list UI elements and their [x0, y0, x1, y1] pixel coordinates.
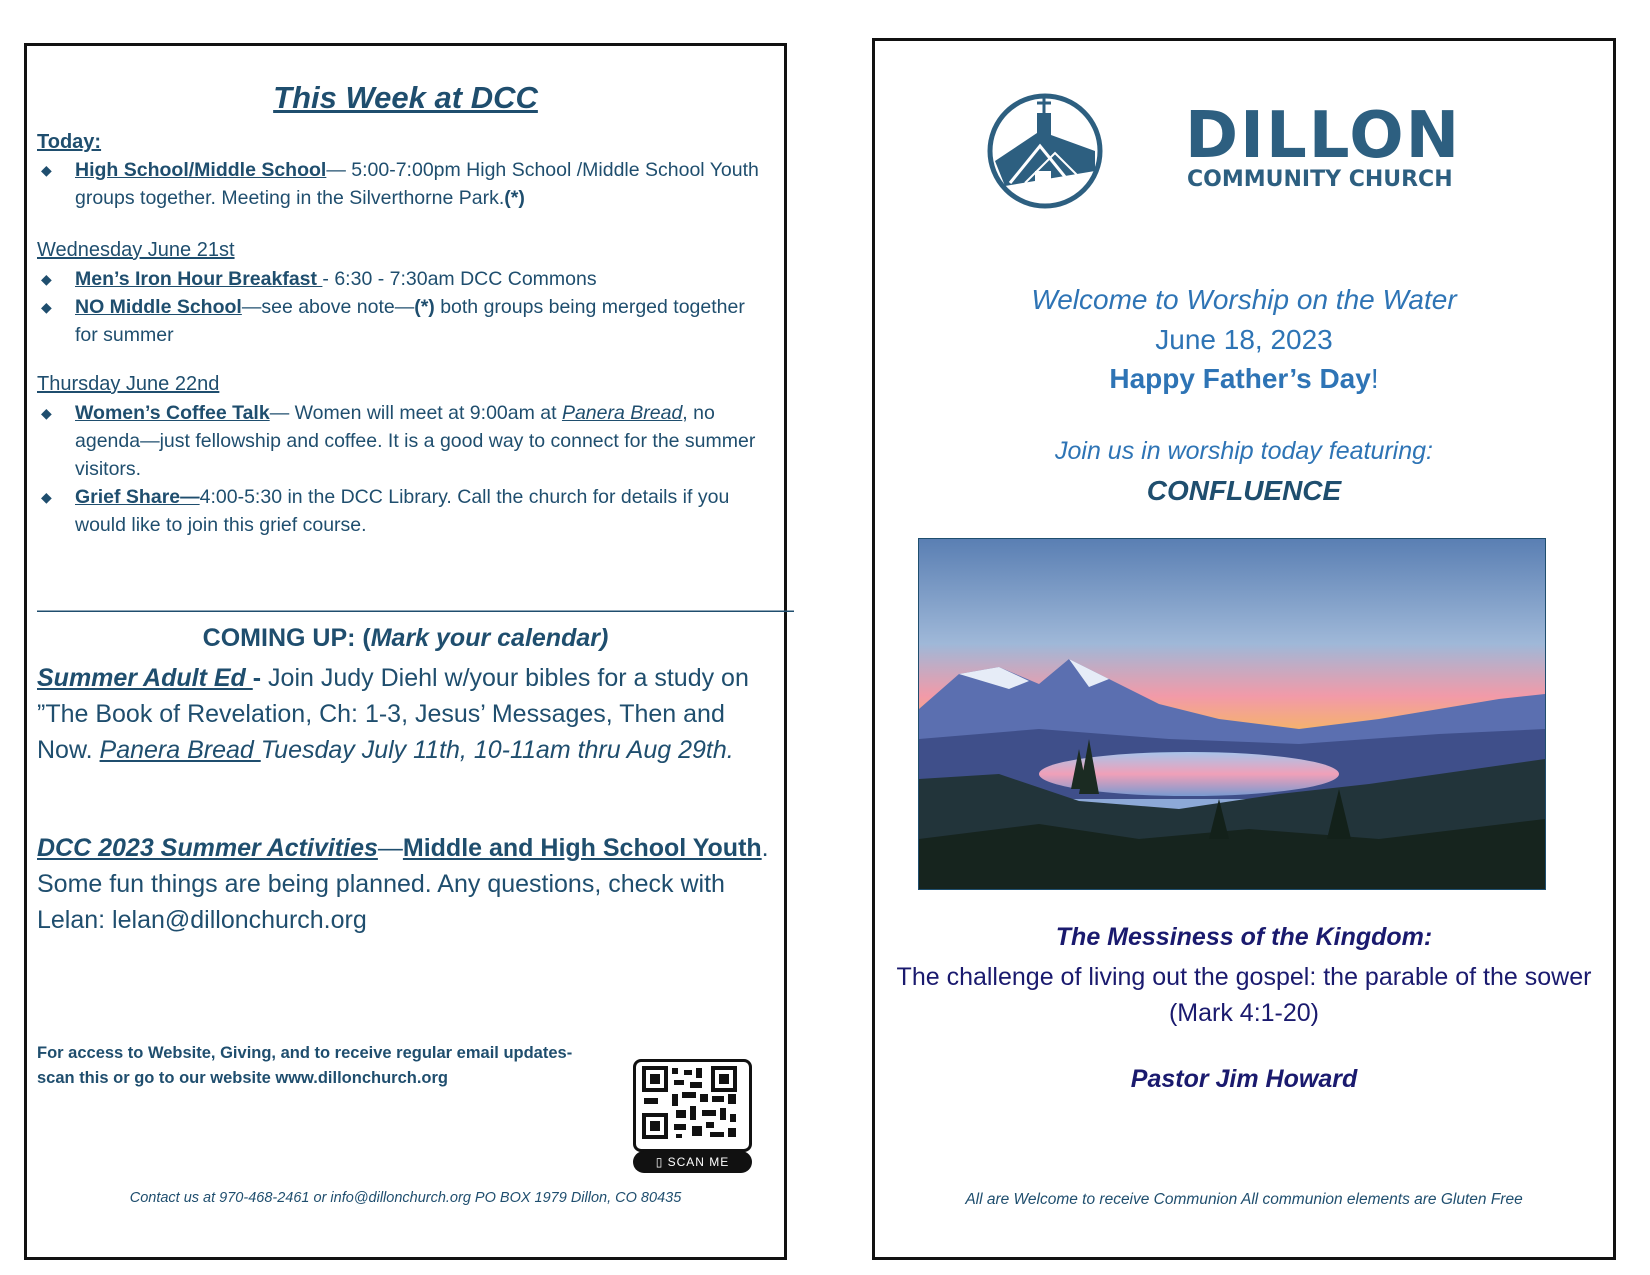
event-label: Women’s Coffee Talk [75, 402, 270, 424]
event-text: - 6:30 - 7:30am DCC Commons [322, 268, 597, 290]
sermon-description: The challenge of living out the gospel: the parable of the sower (Mark 4:1-20) [896, 963, 1592, 1027]
event-label: High School/Middle School [75, 159, 327, 181]
activities-sep: — [377, 834, 403, 862]
event-tail: , no agenda—just fellowship and coffee. It is a good way to connect for the summer visitors. [75, 402, 756, 480]
fathers-day-tail: ! [1370, 363, 1379, 394]
wednesday-heading: Wednesday June 21st [37, 239, 235, 261]
thursday-list [37, 399, 770, 539]
lake-sunset-photo [918, 538, 1546, 890]
diamond-bullet-icon: ◆ [41, 299, 52, 315]
coming-up-heading [27, 624, 784, 653]
adult-ed-label: Summer Adult Ed [37, 664, 253, 692]
pastor-name: Pastor Jim Howard [1130, 1065, 1358, 1093]
adult-ed-text: Join Judy Diehl w/your bibles for a study on ”The Book of Revelation, Ch: 1-3, Jesus’ Messages, Then and Now. [37, 664, 749, 764]
scan-me-label: SCAN ME [667, 1155, 730, 1169]
activities-label2: Middle and High School Youth [402, 834, 762, 862]
today-heading: Today: [37, 131, 102, 153]
list-item [37, 293, 770, 349]
adult-ed-place: Panera Bread [99, 736, 261, 764]
church-logo-icon [985, 91, 1105, 211]
event-text: 4:00-5:30 in the DCC Library. Call the church for details if you would like to join this grief course. [75, 486, 730, 536]
fathers-day-line [875, 363, 1613, 395]
coming-up-italic: Mark your calendar) [370, 624, 609, 652]
event-text: — 5:00-7:00pm High School /Middle School Youth groups together. Meeting in the Silverthorne Park. [75, 159, 759, 209]
event-label: Grief Share— [75, 486, 200, 508]
list-item [37, 156, 770, 212]
event-text: — Women will meet at 9:00am at [269, 402, 562, 424]
event-text: —see above note— [241, 296, 415, 318]
list-item [37, 399, 770, 483]
adult-ed-when: Tuesday July 11th, 10-11am thru Aug 29th. [260, 736, 734, 764]
activities-label: DCC 2023 Summer Activities [37, 834, 378, 862]
right-panel [872, 38, 1616, 1260]
contact-line: Contact us at 970-468-2461 or info@dillonchurch.org PO BOX 1979 Dillon, CO 80435 [129, 1190, 682, 1206]
access-note: For access to Website, Giving, and to receive regular email updates- scan this or go to our website www.dillonchurch.org [37, 1044, 573, 1087]
featured-band: CONFLUENCE [1146, 475, 1342, 506]
wednesday-list [37, 265, 770, 349]
event-label: NO Middle School [75, 296, 242, 318]
welcome-line: Welcome to Worship on the Water [1031, 284, 1457, 315]
event-place: Panera Bread [561, 402, 683, 424]
fathers-day-text: Happy Father’s Day [1109, 363, 1371, 394]
qr-code-icon[interactable] [633, 1059, 752, 1152]
list-item [37, 483, 770, 539]
diamond-bullet-icon: ◆ [41, 489, 52, 505]
diamond-bullet-icon: ◆ [41, 405, 52, 421]
sermon-title: The Messiness of the Kingdom: [1055, 923, 1433, 951]
today-list [37, 156, 770, 212]
adult-ed-dash: - [252, 664, 269, 692]
logo-subtitle: COMMUNITY CHURCH [1187, 167, 1453, 192]
thursday-heading: Thursday June 22nd [37, 373, 220, 395]
join-line: Join us in worship today featuring: [1055, 437, 1433, 465]
logo-name: DILLON [1185, 99, 1462, 173]
list-item [37, 265, 770, 293]
activities-block [37, 830, 774, 938]
event-label: Men’s Iron Hour Breakfast [75, 268, 323, 290]
communion-note: All are Welcome to receive Communion All communion elements are Gluten Free [965, 1191, 1523, 1208]
diamond-bullet-icon: ◆ [41, 271, 52, 287]
diamond-bullet-icon: ◆ [41, 162, 52, 178]
event-mark: (*) [504, 187, 525, 209]
left-panel [24, 43, 793, 1260]
event-mark: (*) [414, 296, 435, 318]
service-date: June 18, 2023 [1155, 324, 1333, 355]
phone-icon: ▯ [655, 1155, 668, 1169]
activities-text: . Some fun things are being planned. Any questions, check with Lelan: lelan@dillonchurch.org [37, 834, 769, 934]
adult-ed-block [37, 660, 774, 768]
divider-line: ———————————————————————————————————— [37, 597, 793, 622]
event-tail: both groups being merged together for summer [75, 296, 745, 346]
coming-up-prefix: COMING UP: ( [202, 624, 371, 652]
scan-me-badge[interactable] [633, 1151, 752, 1173]
page-title: This Week at DCC [273, 80, 538, 115]
